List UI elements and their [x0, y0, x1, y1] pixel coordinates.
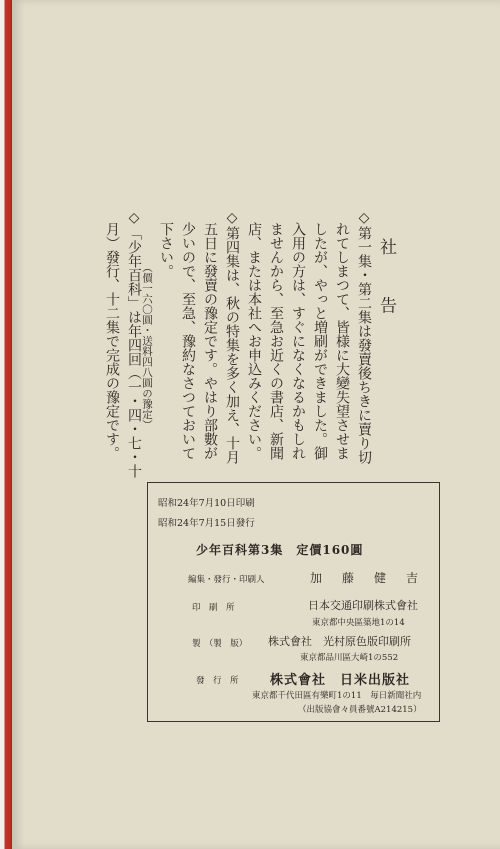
publisher-registration: （出版協會々員番號A214215） [298, 705, 422, 715]
printed-date: 昭和24年7月10日印刷 [158, 498, 255, 509]
publisher-name: 株式會社 日米出版社 [270, 673, 411, 688]
notice-line: したが、やっと増刷ができました。御 [312, 222, 328, 460]
notice-line: ◇第一集・第二集は發賣後ちきに賣り切 [356, 210, 372, 464]
notice-line: 入用の方は、すぐになくなるかもしれ [290, 222, 306, 460]
notice-title: 社 告 [376, 238, 396, 332]
printer-address: 東京都中央區築地1の14 [312, 618, 405, 628]
notice-line: 五日に發賣の豫定です。やはり部數が [202, 222, 218, 460]
printer-label: 印 刷 所 [192, 603, 235, 613]
publisher-label: 發 行 所 [196, 676, 239, 686]
plate-address: 東京都品川區大崎1の552 [300, 653, 399, 663]
price-note: （價一六〇圓・送料四八圓の豫定） [141, 262, 153, 430]
notice-line: れてしまつて、皆様に大變失望させま [334, 222, 350, 460]
plate-name: 株式會社 光村原色版印刷所 [268, 635, 411, 648]
red-cover-edge [0, 0, 12, 849]
title-price: 少年百科第3集 定價160圓 [196, 543, 364, 557]
notice-line: 少いので、至急、豫約なさつておいて [180, 222, 196, 460]
printer-name: 日本交通印刷株式會社 [308, 599, 418, 612]
notice-line: ませんから、至急お近くの書店、新聞 [268, 222, 284, 460]
notice-line: 下さい。 [158, 222, 174, 278]
notice-line: ◇「少年百科」は年四回（一・四・七・十 [126, 210, 142, 478]
book-page [12, 0, 500, 849]
issued-date: 昭和24年7月15日發行 [158, 518, 255, 529]
notice-line: ◇第四集は、秋の特集を多く加え、十月 [224, 210, 240, 464]
colophon-box [147, 482, 440, 722]
notice-line: 月）發行、十二集で完成の豫定です。 [104, 222, 120, 460]
plate-label: 製 （製 版） [192, 639, 248, 649]
editor-label: 編集・發行・印刷人 [188, 575, 265, 585]
publisher-address: 東京都千代田區有樂町1の11 毎日新聞社内 [252, 691, 422, 701]
editor-name: 加 藤 健 吉 [310, 571, 423, 585]
notice-line: 店、または本社へお申込みください。 [246, 222, 262, 460]
